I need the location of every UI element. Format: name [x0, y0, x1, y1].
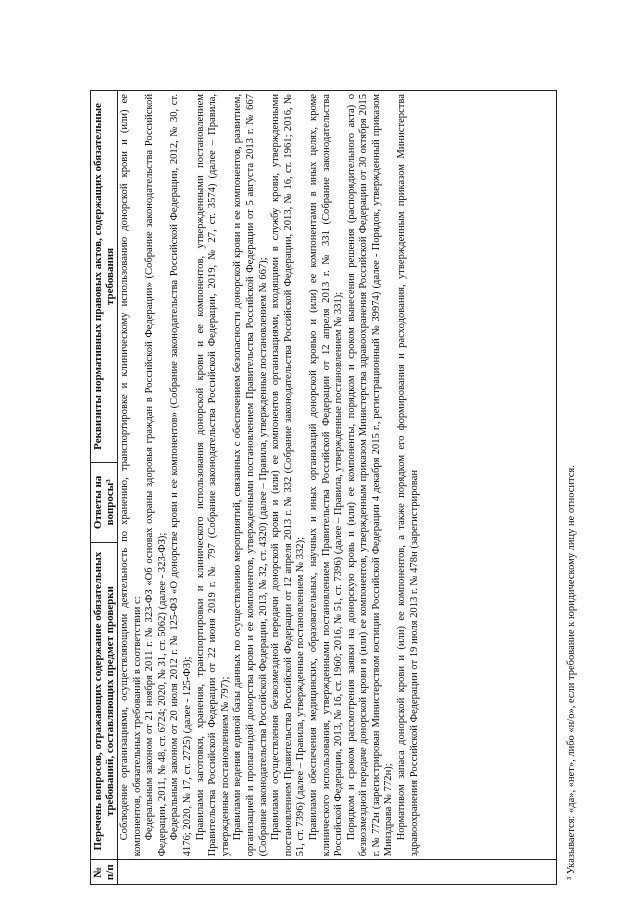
- paragraph: Правилами ведения единой базы данных по осуществлению мероприятий, связанных с обеспечением безопасности донорской крови и ее компонентов, развитием, организацией и пропагандой донорства крови и ее компонентов, утвержденными постановлением Правительства Российской Федерации от 5 августа 2013 г. № 667 (Собрание законодательства Российской Федерации, 2013, № 32, ст. 4320) (далее – Правила, утвержденные постановлением № 667);: [232, 94, 269, 857]
- cell-num: [118, 860, 557, 885]
- footnote: ³ Указывается: «да», «нет», либо «н/о», если требование к юридическому лицу не относится.: [566, 465, 577, 880]
- paragraph: Порядком и сроком рассмотрения заявки на донорскую кровь и (или) ее компоненты, порядком и сроком вынесения решения (распорядительного акта) о безвозмездной передаче донорской крови и (или) ее компонентов, утвержденным приказом Министерства здравоохранения Российской Федерации от 30 октября 2015 г. № 772н (зарегистрирован Министерством юстиции Российской Федерации 4 декабря 2015 г., регистрационный № 39974) (далее - Порядок, утвержденный приказом Минздрава № 772н);: [345, 94, 395, 857]
- header-answers: Ответы на вопросы³: [91, 462, 118, 542]
- paragraph: Нормативом запаса донорской крови и (или) ее компонентов, а также порядком его формирования и расходования, утвержденным приказом Министерства здравоохранения Российской Федерации от 19 июля 2013 г. № 478н (зарегистрирован: [396, 94, 420, 857]
- paragraph: Соблюдение организациями, осуществляющими деятельность по хранению, транспортировке и клиническому использованию донорской крови и (или) ее компонентов, обязательных требований в соответствии с:: [119, 94, 143, 857]
- rotated-table-wrapper: [90, 90, 590, 885]
- paragraph: Федеральным законом от 21 ноября 2011 г. № 323-ФЗ «Об основах охраны здоровья граждан в Российской Федерации» (Собрание законодательства Российской Федерации, 2011, № 48, ст. 6724; 2020, № 31, ст. 5062) (далее - 323-ФЗ);: [144, 94, 168, 857]
- header-num: № п/п: [91, 860, 118, 885]
- paragraph: Правилами обеспечения медицинских, образовательных, научных и иных организаций донорской кровью и (или) ее компонентами в иных целях, кроме клинического использования, утвержденными постановлением Правительства Российской Федерации от 12 апреля 2013 г. № 331 (Собрание законодательства Российской Федерации, 2013, № 16, ст. 1960; 2016, № 51, ст. 7396) (далее – Правила, утвержденные постановлением № 331);: [307, 94, 345, 857]
- paragraph: Правилами заготовки, хранения, транспортировки и клинического использования донорской крови и ее компонентов, утвержденными постановлением Правительства Российской Федерации от 22 июня 2019 г. № 797 (Собрание законодательства Российской Федерации, 2019, № 27, ст. 3574) (далее – Правила, утвержденные постановлением № 797);: [194, 94, 231, 857]
- header-requisites: Реквизиты нормативных правовых актов, содержащих обязательные требования: [91, 91, 118, 463]
- table-row: [118, 91, 557, 885]
- paragraph: Федеральным законом от 20 июля 2012 г. № 125-ФЗ «О донорстве крови и ее компонентов» (Собрание законодательства Российской Федерации, 2012, № 30, ст. 4176; 2020, № 17, ст. 2725) (далее - 125-ФЗ);: [169, 94, 193, 857]
- table-header-row: [91, 91, 118, 885]
- header-questions: Перечень вопросов, отражающих содержание обязательных требований, составляющих предмет проверки: [91, 542, 118, 860]
- requirements-table: [90, 90, 557, 885]
- paragraph: Правилами осуществления безвозмездной передачи донорской крови и (или) ее компонентов организациями, входящими в службу крови, утвержденными постановлением Правительства Российской Федерации от 12 апреля 2013 г. № 332 (Собрание законодательства Российской Федерации, 2013, № 16, ст. 1961; 2016, № 51, ст. 7396) (далее – Правила, утвержденные постановлением № 332);: [270, 94, 307, 857]
- requirements-text-cell: [118, 91, 557, 860]
